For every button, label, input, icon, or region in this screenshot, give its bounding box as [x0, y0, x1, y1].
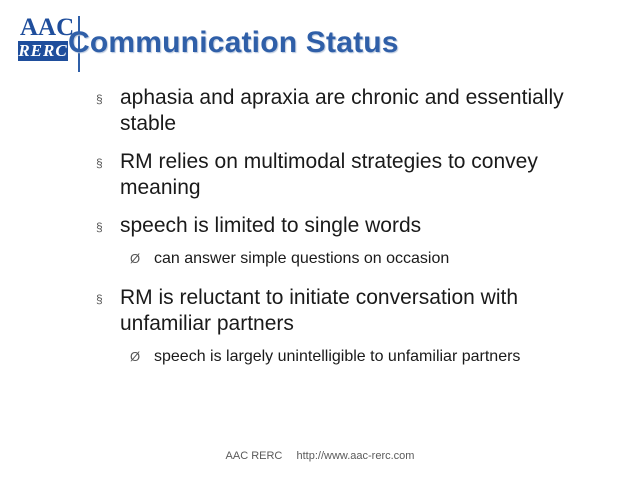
bullet-marker-icon: § — [96, 92, 103, 106]
list-item — [88, 149, 608, 201]
footer-org: AAC RERC — [225, 450, 283, 462]
sub-list-item — [88, 345, 608, 369]
list-item — [88, 213, 608, 239]
page-title: Communication Status — [68, 26, 399, 59]
slide-footer — [0, 450, 640, 462]
list-item-text: aphasia and apraxia are chronic and essentially stable — [120, 86, 564, 135]
slide-body — [88, 85, 608, 377]
bullet-marker-icon: § — [96, 292, 103, 306]
list-item-text: RM relies on multimodal strategies to convey meaning — [120, 150, 538, 199]
list-item-text: RM is reluctant to initiate conversation with unfamiliar partners — [120, 286, 519, 335]
sub-bullet-marker-icon: Ø — [130, 349, 141, 364]
sub-bullet-marker-icon: Ø — [130, 251, 141, 266]
bullet-marker-icon: § — [96, 156, 103, 170]
list-item — [88, 85, 608, 137]
sub-list-item-text: can answer simple questions on occasion — [154, 250, 450, 267]
list-item-text: speech is limited to single words — [120, 214, 422, 237]
bullet-marker-icon: § — [96, 220, 103, 234]
logo-rerc-text: RERC — [18, 41, 68, 60]
sub-list-item — [88, 247, 608, 271]
list-item — [88, 285, 608, 337]
logo-aac-text: AAC — [20, 14, 75, 41]
footer-url: http://www.aac-rerc.com — [296, 450, 415, 462]
sub-list-item-text: speech is largely unintelligible to unfamiliar partners — [154, 348, 521, 365]
